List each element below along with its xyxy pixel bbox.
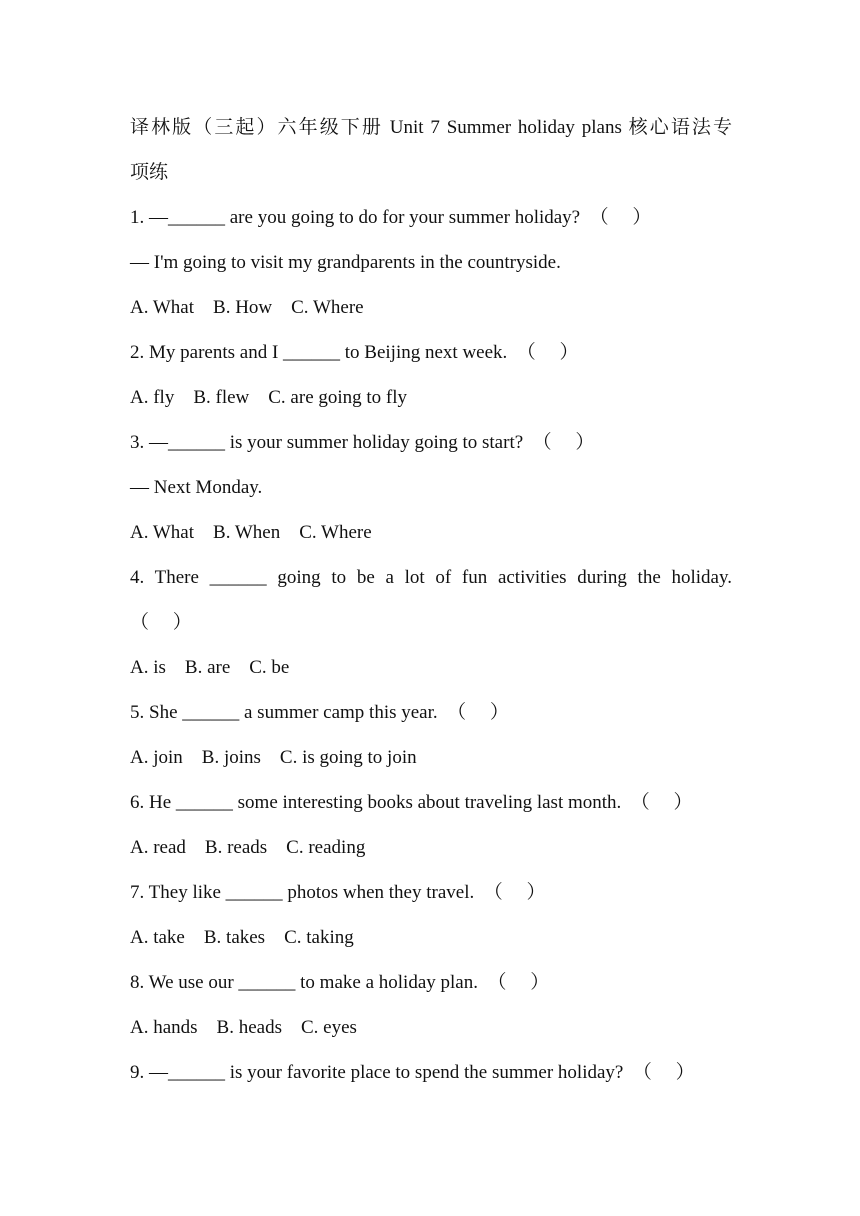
question-7-stem: 7. They like ______ photos when they travel. （ ）: [130, 882, 546, 903]
question-4-stem: 4. There ______ going to be a lot of fun activities during the holiday.: [130, 567, 732, 588]
question-2-options: A. fly B. flew C. are going to fly: [130, 387, 408, 408]
question-1-stem: 1. —______ are you going to do for your summer holiday? （ ）: [130, 207, 652, 228]
question-7-options: A. take B. takes C. taking: [130, 927, 354, 948]
question-5-stem: 5. She ______ a summer camp this year. （ ）: [130, 702, 509, 723]
question-4-stem-continued: （ ）: [130, 612, 192, 633]
question-1-options: A. What B. How C. Where: [130, 297, 364, 318]
question-3-reply: — Next Monday.: [130, 477, 263, 498]
question-9-stem: 9. —______ is your favorite place to spend the summer holiday? （ ）: [130, 1062, 695, 1083]
question-1-reply: — I'm going to visit my grandparents in the countryside.: [130, 252, 561, 273]
question-3-stem: 3. —______ is your summer holiday going to start? （ ）: [130, 432, 595, 453]
question-6-options: A. read B. reads C. reading: [130, 837, 366, 858]
question-6-stem: 6. He ______ some interesting books about traveling last month. （ ）: [130, 792, 693, 813]
document-title-line-1: 译林版（三起）六年级下册 Unit 7 Summer holiday plans 核心语法专: [130, 117, 732, 138]
question-5-options: A. join B. joins C. is going to join: [130, 747, 417, 768]
question-8-options: A. hands B. heads C. eyes: [130, 1017, 357, 1038]
question-4-options: A. is B. are C. be: [130, 657, 290, 678]
question-8-stem: 8. We use our ______ to make a holiday plan. （ ）: [130, 972, 550, 993]
question-2-stem: 2. My parents and I ______ to Beijing next week. （ ）: [130, 342, 579, 363]
question-3-options: A. What B. When C. Where: [130, 522, 372, 543]
document-title-line-2: 项练: [130, 162, 169, 183]
